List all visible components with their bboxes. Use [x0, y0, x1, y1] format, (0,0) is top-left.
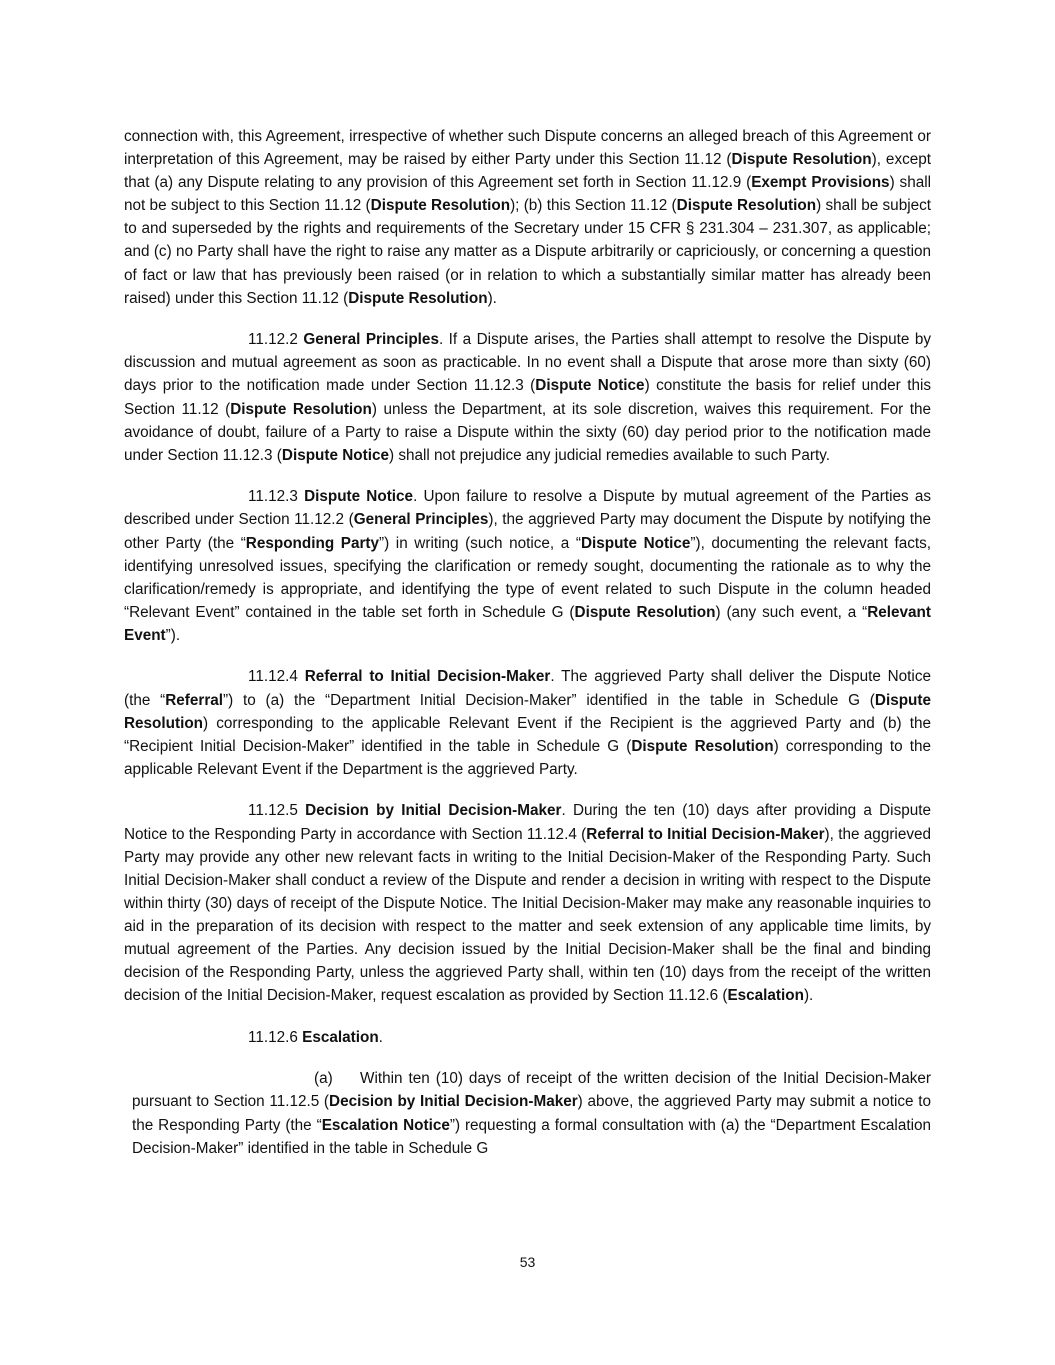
- section-11-12-4-referral: 11.12.4 Referral to Initial Decision-Maker. The aggrieved Party shall deliver the Dispute Notice (the “Referral”) to (a) the “Department Initial Decision-Maker” identified in the table in Schedule G (Dispute Resolution) corresponding to the applicable Relevant Event if the Recipient is the aggrieved Party and (b) the “Recipient Initial Decision-Maker” identified in the table in Schedule G (Dispute Resolution) corresponding to the applicable Relevant Event if the Department is the aggrieved Party.: [124, 668, 932, 778]
- paragraph-dispute-scope: connection with, this Agreement, irrespective of whether such Dispute concerns an alleged breach of this Agreement or interpretation of this Agreement, may be raised by either Party under this Section 11.12 (Dispute Resolution), except that (a) any Dispute relating to any provision of this Agreement set forth in Section 11.12.9 (Exempt Provisions) shall not be subject to this Section 11.12 (Dispute Resolution); (b) this Section 11.12 (Dispute Resolution) shall be subject to and superseded by the rights and requirements of the Secretary under 15 CFR § 231.304 – 231.307, as applicable; and (c) no Party shall have the right to raise any matter as a Dispute arbitrarily or capriciously, or concerning a question of fact or law that has previously been raised (or in relation to which a substantially similar matter has already been raised) under this Section 11.12 (Dispute Resolution).: [124, 128, 932, 307]
- clause-label: (a): [314, 1070, 333, 1088]
- section-11-12-5-decision: 11.12.5 Decision by Initial Decision-Maker. During the ten (10) days after providing a Dispute Notice to the Responding Party in accordance with Section 11.12.4 (Referral to Initial Decision-Maker), the aggrieved Party may provide any other new relevant facts in writing to the Initial Decision-Maker of the Responding Party. Such Initial Decision-Maker shall conduct a review of the Dispute and render a decision in writing with respect to the Dispute within thirty (30) days of receipt of the Dispute Notice. The Initial Decision-Maker may make any reasonable inquiries to aid in the preparation of its decision with respect to the matter and seek extension of any applicable time limits, by mutual agreement of the Parties. Any decision issued by the Initial Decision-Maker shall be the final and binding decision of the Responding Party, unless the aggrieved Party shall, within ten (10) days from the receipt of the written decision of the Initial Decision-Maker, request escalation as provided by Section 11.12.6 (Escalation).: [124, 802, 931, 1005]
- section-number: 11.12.4: [248, 668, 305, 686]
- section-heading: Escalation: [302, 1028, 379, 1046]
- section-number: 11.12.2: [248, 331, 304, 349]
- section-11-12-3-dispute-notice: 11.12.3 Dispute Notice. Upon failure to resolve a Dispute by mutual agreement of the Parties as described under Section 11.12.2 (General Principles), the aggrieved Party may document the Dispute by notifying the other Party (the “Responding Party”) in writing (such notice, a “Dispute Notice”), documenting the relevant facts, identifying unresolved issues, specifying the clarification or remedy sought, documenting the rationale as to why the clarification/remedy is appropriate, and identifying the type of event related to such Dispute in the column headed “Relevant Event” contained in the table set forth in Schedule G (Dispute Resolution) (any such event, a “Relevant Event”).: [124, 488, 931, 644]
- section-heading: Decision by Initial Decision-Maker: [305, 802, 562, 820]
- section-11-12-2-general-principles: 11.12.2 General Principles. If a Dispute arises, the Parties shall attempt to resolve the Dispute by discussion and mutual agreement as soon as practicable. In no event shall a Dispute that arose more than sixty (60) days prior to the notification made under Section 11.12.3 (Dispute Notice) constitute the basis for relief under this Section 11.12 (Dispute Resolution) unless the Department, at its sole discretion, waives this requirement. For the avoidance of doubt, failure of a Party to raise a Dispute within the sixty (60) day period prior to the notification made under Section 11.12.3 (Dispute Notice) shall not prejudice any judicial remedies available to such Party.: [124, 331, 932, 464]
- section-11-12-6-escalation: 11.12.6 Escalation.: [248, 1028, 383, 1046]
- section-heading: Referral to Initial Decision-Maker: [304, 668, 551, 686]
- document-body: [124, 125, 931, 1178]
- section-number: 11.12.5: [248, 802, 306, 820]
- section-number: 11.12.3: [248, 488, 305, 506]
- section-11-12-6-a: (a) Within ten (10) days of receipt of the written decision of the Initial Decision-Maker pursuant to Section 11.12.5 (Decision by Initial Decision-Maker) above, the aggrieved Party may submit a notice to the Responding Party (the “Escalation Notice”) requesting a formal consultation with (a) the “Department Escalation Decision-Maker” identified in the table in Schedule G: [132, 1067, 931, 1159]
- section-number: 11.12.6: [248, 1028, 303, 1046]
- section-heading: Dispute Notice: [304, 488, 414, 506]
- section-heading: General Principles: [303, 331, 439, 349]
- page-number: 53: [519, 1254, 536, 1270]
